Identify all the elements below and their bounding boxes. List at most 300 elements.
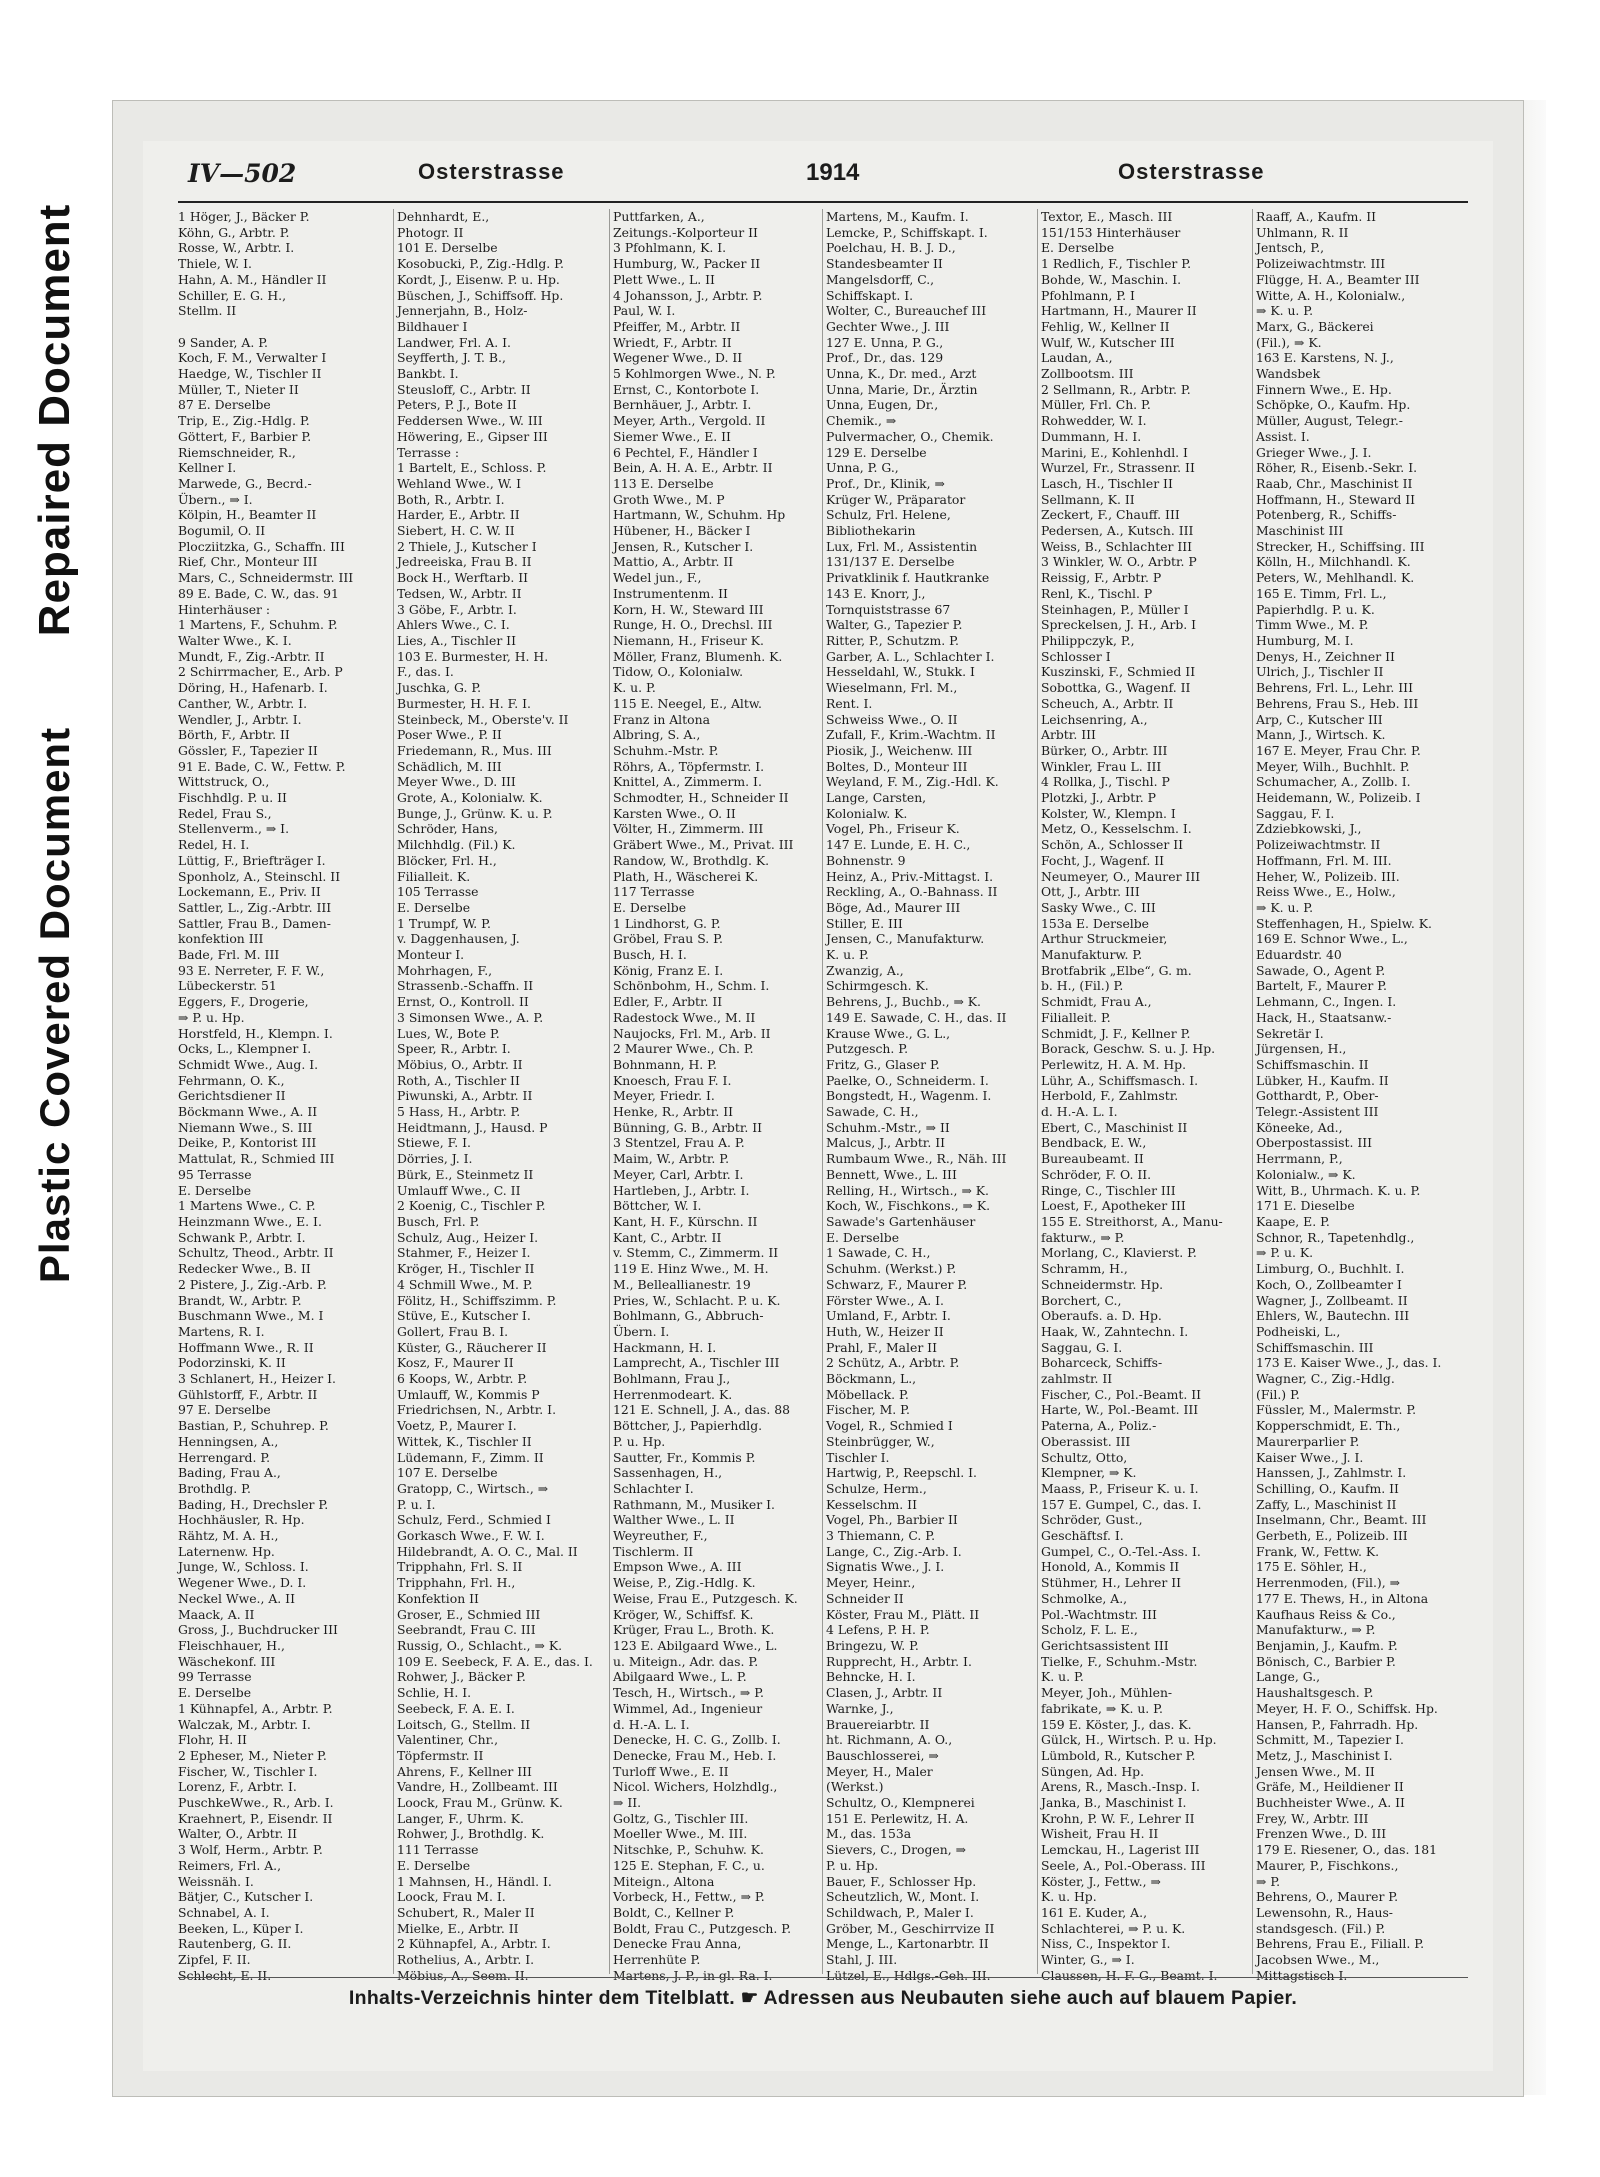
- directory-entry: Steinbeck, M., Oberste'v. II: [397, 711, 569, 727]
- directory-entry: Tesch, H., Wirtsch., ⇒ P.: [613, 1685, 764, 1701]
- directory-entry: zahlmstr. II: [1041, 1371, 1113, 1387]
- directory-entry: Denys, H., Zeichner II: [1256, 648, 1395, 664]
- directory-entry: Schmolke, A.,: [1041, 1590, 1128, 1606]
- directory-entry: Köhn, G., Arbtr. P.: [178, 224, 290, 240]
- directory-entry: Wehland Wwe., W. I: [397, 475, 522, 491]
- directory-entry: Reissig, F., Arbtr. P: [1041, 570, 1162, 586]
- directory-entry: Maurer, P., Fischkons.,: [1256, 1857, 1399, 1873]
- directory-entry: Umland, F., Arbtr. I.: [826, 1308, 951, 1324]
- directory-entry: Oberassist. III: [1041, 1433, 1131, 1449]
- directory-entry: 109 E. Seebeck, F. A. E., das. I.: [397, 1653, 593, 1669]
- directory-entry: ⇒ II.: [613, 1795, 642, 1811]
- directory-entry: Sekretär I.: [1256, 1025, 1324, 1041]
- directory-entry: Bading, Frau A.,: [178, 1465, 281, 1481]
- directory-entry: Scheuch, A., Arbtr. II: [1041, 695, 1174, 711]
- directory-entry: 167 E. Meyer, Frau Chr. P.: [1256, 742, 1421, 758]
- directory-entry: Oberpostassist. III: [1256, 1135, 1373, 1151]
- directory-entry: Herrenmodeart. K.: [613, 1386, 733, 1402]
- directory-entry: Gülck, H., Wirtsch. P. u. Hp.: [1041, 1732, 1217, 1748]
- directory-entry: Gräfe, M., Heildiener II: [1256, 1779, 1404, 1795]
- directory-entry: Arbtr. III: [1041, 727, 1096, 743]
- directory-entry: Dörries, J. I.: [397, 1151, 473, 1167]
- directory-entry: Dummann, H. I.: [1041, 428, 1142, 444]
- directory-entry: Heidtmann, J., Hausd. P: [397, 1119, 548, 1135]
- directory-entry: Denecke, H. C. G., Zollb. I.: [613, 1732, 781, 1748]
- directory-entry: Gühlstorff, F., Arbtr. II: [178, 1386, 318, 1402]
- directory-entry: 6 Pechtel, F., Händler I: [613, 444, 758, 460]
- directory-entry: Marx, G., Bäckerei: [1256, 318, 1374, 334]
- directory-entry: Wedel jun., F.,: [613, 570, 702, 586]
- directory-entry: Rief, Chr., Monteur III: [178, 554, 318, 570]
- directory-entry: Böttcher, J., Papierhdlg.: [613, 1418, 763, 1434]
- directory-entry: Herrenhüte P.: [613, 1952, 701, 1968]
- directory-entry: 99 Terrasse: [178, 1669, 252, 1685]
- directory-entry: Seebrandt, Frau C. III: [397, 1622, 536, 1638]
- directory-entry: Schöpke, O., Kaufm. Hp.: [1256, 397, 1411, 413]
- directory-entry: Schulz, Frl. Helene,: [826, 507, 951, 523]
- directory-entry: Schulz, Ferd., Schmied I: [397, 1512, 551, 1528]
- directory-entry: Schön, A., Schlosser II: [1041, 837, 1184, 853]
- directory-entry: 147 E. Lunde, E. H. C.,: [826, 837, 971, 853]
- directory-entry: Loitsch, G., Stellm. II: [397, 1716, 531, 1732]
- scanned-sheet: [112, 100, 1524, 2097]
- directory-entry: P. u. I.: [397, 1496, 436, 1512]
- directory-entry: Raab, Chr., Maschinist II: [1256, 475, 1413, 491]
- directory-entry: Flohr, H. II: [178, 1732, 247, 1748]
- directory-entry: Lues, W., Bote P.: [397, 1025, 500, 1041]
- directory-entry: Wolter, C., Bureauchef III: [826, 303, 987, 319]
- directory-entry: Knoesch, Frau F. I.: [613, 1072, 732, 1088]
- directory-entry: Kordt, J., Eisenw. P. u. Hp.: [397, 271, 560, 287]
- directory-entry: Reckling, A., O.-Bahnass. II: [826, 884, 998, 900]
- directory-entry: 173 E. Kaiser Wwe., J., das. I.: [1256, 1355, 1442, 1371]
- directory-entry: Bohlmann, G., Abbruch-: [613, 1308, 764, 1324]
- directory-entry: Niemann, H., Friseur K.: [613, 632, 764, 648]
- directory-entry: Karsten Wwe., O. II: [613, 805, 736, 821]
- directory-entry: Gräbert Wwe., M., Privat. III: [613, 837, 794, 853]
- directory-entry: Ahrens, F., Kellner III: [397, 1763, 532, 1779]
- sheet-edge: [1522, 100, 1546, 2095]
- repaired-document-label: Repaired Document: [30, 203, 79, 637]
- directory-entry: Gorkasch Wwe., F. W. I.: [397, 1528, 545, 1544]
- directory-entry: Behrens, O., Maurer P.: [1256, 1889, 1399, 1905]
- directory-entry: Witte, A. H., Kolonialw.,: [1256, 287, 1406, 303]
- directory-entry: Henningsen, A.,: [178, 1433, 279, 1449]
- directory-entry: Frey, W., Arbtr. III: [1256, 1810, 1369, 1826]
- directory-entry: König, Franz E. I.: [613, 962, 724, 978]
- directory-entry: Busch, H. I.: [613, 947, 687, 963]
- directory-entry: Walter Wwe., K. I.: [178, 632, 292, 648]
- directory-entry: Metz, J., Maschinist I.: [1256, 1747, 1393, 1763]
- directory-entry: Warnke, J.,: [826, 1700, 894, 1716]
- directory-entry: 2 Schirrmacher, E., Arb. P: [178, 664, 343, 680]
- directory-entry: Both, R., Arbtr. I.: [397, 491, 505, 507]
- directory-entry: Witt, B., Uhrmach. K. u. P.: [1256, 1182, 1421, 1198]
- directory-entry: Boldt, C., Kellner P.: [613, 1904, 735, 1920]
- directory-entry: Plocziitzka, G., Schaffn. III: [178, 538, 345, 554]
- directory-entry: Rumbaum Wwe., R., Näh. III: [826, 1151, 1007, 1167]
- directory-entry: Mohrhagen, F.,: [397, 962, 493, 978]
- directory-entry: Boldt, Frau C., Putzgesch. P.: [613, 1920, 792, 1936]
- directory-entry: Loock, Frau M., Grünw. K.: [397, 1795, 563, 1811]
- directory-entry: Pfeiffer, M., Arbtr. II: [613, 318, 741, 334]
- directory-entry: Bankbt. I.: [397, 366, 459, 382]
- directory-entry: Meyer, Carl, Arbtr. I.: [613, 1166, 744, 1182]
- directory-entry: 3 Pfohlmann, K. I.: [613, 240, 727, 256]
- directory-entry: Unna, P. G.,: [826, 460, 899, 476]
- directory-entry: Bennett, Wwe., L. III: [826, 1166, 957, 1182]
- directory-entry: Albring, S. A.,: [613, 727, 701, 743]
- directory-entry: Abilgaard Wwe., L. P.: [613, 1669, 747, 1685]
- directory-entry: Sasky Wwe., C. III: [1041, 899, 1156, 915]
- directory-entry: Wieselmann, Frl. M.,: [826, 680, 958, 696]
- directory-entry: Ernst, O., Kontroll. II: [397, 994, 529, 1010]
- directory-entry: 125 E. Stephan, F. C., u.: [613, 1857, 765, 1873]
- directory-entry: Martens, R. I.: [178, 1323, 265, 1339]
- directory-entry: Martens, M., Kaufm. I.: [826, 209, 969, 224]
- directory-entry: Weissnäh. I.: [178, 1873, 254, 1889]
- directory-entry: Lasch, H., Tischler II: [1041, 475, 1173, 491]
- directory-entry: Zufall, F., Krim.-Wachtm. II: [826, 727, 996, 743]
- directory-entry: Redel, H. I.: [178, 837, 250, 853]
- directory-entry: Schmidt, Frau A.,: [1041, 994, 1152, 1010]
- directory-entry: Pries, W., Schlacht. P. u. K.: [613, 1292, 781, 1308]
- directory-entry: Haak, W., Zahntechn. I.: [1041, 1323, 1189, 1339]
- directory-entry: Hackmann, H. I.: [613, 1339, 717, 1355]
- directory-entry: Behncke, H. I.: [826, 1669, 916, 1685]
- directory-entry: Monteur I.: [397, 947, 465, 963]
- directory-entry: Schultz, O., Klempnerei: [826, 1795, 975, 1811]
- directory-entry: 9 Sander, A. P.: [178, 334, 268, 350]
- directory-entry: Honold, A., Kommis II: [1041, 1559, 1180, 1575]
- directory-entry: Meyer, H. F. O., Schiffsk. Hp.: [1256, 1700, 1438, 1716]
- directory-entry: Müller, August, Telegr.-: [1256, 413, 1403, 429]
- directory-entry: 5 Kohlmorgen Wwe., N. P.: [613, 366, 776, 382]
- directory-entry: Photogr. II: [397, 224, 464, 240]
- directory-entry: 115 E. Neegel, E., Altw.: [613, 695, 762, 711]
- directory-entry: 121 E. Schnell, J. A., das. 88: [613, 1402, 791, 1418]
- directory-entry: K. u. P.: [826, 947, 869, 963]
- directory-entry: Wittstruck, O.,: [178, 774, 270, 790]
- directory-entry: Tripphahn, Frl. H.,: [397, 1575, 516, 1591]
- directory-entry: Stiller, E. III: [826, 915, 903, 931]
- directory-entry: Müller, T., Nieter II: [178, 381, 299, 397]
- directory-entry: Tischler I.: [826, 1449, 890, 1465]
- directory-entry: Voetz, P., Maurer I.: [397, 1418, 517, 1434]
- directory-entry: Friedrichsen, N., Arbtr. I.: [397, 1402, 557, 1418]
- directory-entry: Arens, R., Masch.-Insp. I.: [1041, 1779, 1200, 1795]
- directory-entry: Jensen, C., Manufakturw.: [826, 931, 985, 947]
- directory-entry: Putzgesch. P.: [826, 1041, 909, 1057]
- year: 1914: [806, 159, 860, 186]
- directory-entry: Peters, W., Mehlhandl. K.: [1256, 570, 1415, 586]
- directory-entry: Förster Wwe., A. I.: [826, 1292, 944, 1308]
- directory-column-1: [178, 209, 388, 1983]
- directory-entry: Kosz, F., Maurer II: [397, 1355, 514, 1371]
- directory-entry: Hartmann, H., Maurer II: [1041, 303, 1197, 319]
- directory-entry: 2 Thiele, J., Kutscher I: [397, 538, 537, 554]
- directory-entry: Groth Wwe., M. P: [613, 491, 725, 507]
- directory-entry: Kant, C., Arbtr. II: [613, 1229, 722, 1245]
- directory-entry: [178, 319, 388, 335]
- directory-entry: Loock, Frau M. I.: [397, 1889, 506, 1905]
- directory-entry: Rathmann, M., Musiker I.: [613, 1496, 775, 1512]
- directory-entry: Weise, Frau E., Putzgesch. K.: [613, 1590, 798, 1606]
- directory-entry: E. Derselbe: [178, 1685, 252, 1701]
- directory-entry: Sawade, C. H.,: [826, 1104, 919, 1120]
- directory-entry: Korn, H. W., Steward III: [613, 601, 764, 617]
- directory-entry: Umlauff Wwe., C. II: [397, 1182, 521, 1198]
- directory-entry: Frenzen Wwe., D. III: [1256, 1826, 1387, 1842]
- directory-entry: Finnern Wwe., E. Hp.: [1256, 381, 1392, 397]
- directory-entry: Zaffy, L., Maschinist II: [1256, 1496, 1397, 1512]
- directory-entry: Morlang, C., Klavierst. P.: [1041, 1245, 1197, 1261]
- directory-entry: 1 Redlich, F., Tischler P.: [1041, 256, 1192, 272]
- directory-entry: 4 Rollka, J., Tischl. P: [1041, 774, 1170, 790]
- directory-entry: Jentsch, P.,: [1256, 240, 1325, 256]
- directory-entry: Flügge, H. A., Beamter III: [1256, 271, 1420, 287]
- directory-entry: K. u. P.: [613, 680, 656, 696]
- directory-entry: Humburg, W., Packer II: [613, 256, 761, 272]
- directory-entry: Strecker, H., Schiffsing. III: [1256, 538, 1425, 554]
- directory-entry: Zdziebkowski, J.,: [1256, 821, 1362, 837]
- directory-entry: Möller, Franz, Blumenh. K.: [613, 648, 783, 664]
- directory-entry: 3 Winkler, W. O., Arbtr. P: [1041, 554, 1197, 570]
- directory-entry: M., Belleallianestr. 19: [613, 1276, 751, 1292]
- directory-entry: 177 E. Thews, H., in Altona: [1256, 1590, 1429, 1606]
- directory-entry: Telegr.-Assistent III: [1256, 1104, 1379, 1120]
- directory-entry: Steffenhagen, H., Spielw. K.: [1256, 915, 1432, 931]
- directory-entry: 1 Bartelt, E., Schloss. P.: [397, 460, 547, 476]
- directory-entry: Böttcher, W. I.: [613, 1198, 702, 1214]
- directory-entry: Krohn, P. W. F., Lehrer II: [1041, 1810, 1195, 1826]
- directory-entry: Wagner, J., Zollbeamt. II: [1256, 1292, 1408, 1308]
- directory-entry: Langer, F., Uhrm. K.: [397, 1810, 524, 1826]
- directory-entry: Tripphahn, Frl. S. II: [397, 1559, 523, 1575]
- directory-entry: Weise, P., Zig.-Hdlg. K.: [613, 1575, 756, 1591]
- directory-entry: ⇒ K. u. P.: [1256, 899, 1314, 915]
- directory-entry: Franz in Altona: [613, 711, 710, 727]
- directory-entry: Vogel, Ph., Friseur K.: [826, 821, 960, 837]
- directory-entry: Piwunski, A., Arbtr. II: [397, 1088, 533, 1104]
- footer-divider: [178, 1977, 1468, 1978]
- directory-entry: 157 E. Gumpel, C., das. I.: [1041, 1496, 1202, 1512]
- directory-entry: Prahl, F., Maler II: [826, 1339, 937, 1355]
- directory-entry: Stiewe, F. I.: [397, 1135, 471, 1151]
- directory-entry: Reiss Wwe., E., Holw.,: [1256, 884, 1396, 900]
- directory-entry: Herrmann, P.,: [1256, 1151, 1343, 1167]
- directory-entry: Schnor, R., Tapetenhdlg.,: [1256, 1229, 1415, 1245]
- directory-entry: standsgesch. (Fil.) P.: [1256, 1920, 1386, 1936]
- directory-entry: Loest, F., Apotheker III: [1041, 1198, 1186, 1214]
- directory-entry: 6 Koops, W., Arbtr. P.: [397, 1371, 528, 1387]
- directory-entry: Moeller Wwe., M. III.: [613, 1826, 748, 1842]
- directory-entry: Möbius, A., Seem. II.: [397, 1967, 529, 1983]
- directory-entry: Schröder, F. O. II.: [1041, 1166, 1152, 1182]
- directory-entry: Heinz, A., Priv.-Mittagst. I.: [826, 868, 994, 884]
- directory-entry: Radestock Wwe., M. II: [613, 1009, 756, 1025]
- directory-entry: Möbellack. P.: [826, 1386, 909, 1402]
- directory-entry: Gumpel, C., O.-Tel.-Ass. I.: [1041, 1543, 1201, 1559]
- directory-entry: Schnabel, A. I.: [178, 1904, 270, 1920]
- directory-entry: Bohnmann, H. P.: [613, 1056, 717, 1072]
- directory-entry: Denecke Frau Anna,: [613, 1936, 742, 1952]
- directory-entry: Lühr, A., Schiffsmasch. I.: [1041, 1072, 1199, 1088]
- directory-entry: Weyreuther, F.,: [613, 1528, 708, 1544]
- directory-entry: Groser, E., Schmied III: [397, 1606, 541, 1622]
- directory-entry: E. Derselbe: [1041, 240, 1115, 256]
- directory-entry: Gratopp, C., Wirtsch., ⇒: [397, 1480, 549, 1496]
- directory-entry: Kant, H. F., Kürschn. II: [613, 1214, 758, 1229]
- directory-entry: Randow, W., Brothdlg. K.: [613, 852, 770, 868]
- directory-entry: Laudan, A.,: [1041, 350, 1113, 366]
- directory-entry: Plath, H., Wäscherei K.: [613, 868, 759, 884]
- directory-entry: Neumeyer, O., Maurer III: [1041, 868, 1201, 884]
- directory-entry: Geschäftsf. I.: [1041, 1528, 1124, 1544]
- directory-entry: 2 Koenig, C., Tischler P.: [397, 1198, 546, 1214]
- directory-column-5: [1037, 209, 1253, 1983]
- directory-entry: PuschkeWwe., R., Arb. I.: [178, 1795, 334, 1811]
- directory-entry: M., das. 153a: [826, 1826, 912, 1842]
- directory-entry: Privatklinik f. Hautkranke: [826, 570, 990, 586]
- directory-entry: Gössler, F., Tapezier II: [178, 742, 318, 758]
- directory-entry: Konfektion II: [397, 1590, 479, 1606]
- directory-entry: Wagner, C., Zig.-Hdlg.: [1256, 1371, 1395, 1387]
- directory-entry: Schiffsmaschin. II: [1256, 1056, 1369, 1072]
- directory-entry: Eggers, F., Drogerie,: [178, 994, 309, 1010]
- directory-entry: Ulrich, J., Tischler II: [1256, 664, 1384, 680]
- directory-entry: Übern., ⇒ I.: [178, 491, 253, 507]
- directory-entry: Lümbold, R., Kutscher P.: [1041, 1747, 1196, 1763]
- directory-entry: Boltes, D., Monteur III: [826, 758, 968, 774]
- directory-entry: Nicol. Wichers, Holzhdlg.,: [613, 1779, 778, 1795]
- directory-entry: Fritz, G., Glaser P.: [826, 1056, 940, 1072]
- directory-entry: Steinhagen, P., Müller I: [1041, 601, 1189, 617]
- directory-entry: Ernst, C., Kontorbote I.: [613, 381, 760, 397]
- directory-entry: Kaape, E. P.: [1256, 1214, 1330, 1229]
- directory-entry: Möbius, O., Arbtr. II: [397, 1056, 523, 1072]
- directory-entry: Gerichtsdiener II: [178, 1088, 286, 1104]
- directory-entry: 5 Hass, H., Arbtr. P.: [397, 1104, 521, 1120]
- directory-entry: Horstfeld, H., Klempn. I.: [178, 1025, 333, 1041]
- directory-entry: 2 Pistere, J., Zig.-Arb. P.: [178, 1276, 327, 1292]
- directory-entry: Fölitz, H., Schiffszimm. P.: [397, 1292, 557, 1308]
- directory-entry: Schildwach, P., Maler I.: [826, 1904, 974, 1920]
- directory-entry: 127 E. Unna, P. G.,: [826, 334, 944, 350]
- directory-entry: 161 E. Kuder, A.,: [1041, 1904, 1148, 1920]
- directory-entry: Harte, W., Pol.-Beamt. III: [1041, 1402, 1199, 1418]
- directory-entry: Wendler, J., Arbtr. I.: [178, 711, 302, 727]
- directory-entry: Bürk, E., Steinmetz II: [397, 1166, 534, 1182]
- directory-entry: Gröber, M., Geschirrvize II: [826, 1920, 995, 1936]
- directory-entry: Borchert, C.,: [1041, 1292, 1122, 1308]
- directory-entry: Podorzinski, K. II: [178, 1355, 286, 1371]
- directory-entry: Gechter Wwe., J. III: [826, 318, 950, 334]
- directory-entry: 2 Epheser, M., Nieter P.: [178, 1747, 327, 1763]
- directory-entry: Redecker Wwe., B. II: [178, 1261, 311, 1277]
- directory-entry: Tischlerm. II: [613, 1543, 694, 1559]
- directory-entry: Meyer, Joh., Mühlen-: [1041, 1685, 1173, 1701]
- directory-entry: Lehmann, C., Ingen. I.: [1256, 994, 1397, 1010]
- directory-entry: Unna, Marie, Dr., Ärztin: [826, 381, 978, 397]
- directory-column-4: [822, 209, 1038, 1983]
- directory-entry: Nitschke, P., Schuhw. K.: [613, 1842, 764, 1858]
- directory-entry: 1 Martens Wwe., C. P.: [178, 1198, 316, 1214]
- directory-entry: Gröbel, Frau S. P.: [613, 931, 723, 947]
- directory-entry: Kraehnert, P., Eisendr. II: [178, 1810, 333, 1826]
- directory-entry: Runge, H. O., Drechsl. III: [613, 617, 773, 633]
- directory-entry: Schlachter I.: [613, 1480, 694, 1496]
- directory-entry: Wegener Wwe., D. II: [613, 350, 743, 366]
- directory-entry: ⇒ P. u. K.: [1256, 1245, 1314, 1261]
- directory-entry: Umlauff, W., Kommis P: [397, 1386, 540, 1402]
- directory-entry: Hübener, H., Bäcker I: [613, 523, 751, 539]
- directory-entry: 159 E. Köster, J., das. K.: [1041, 1716, 1192, 1732]
- directory-entry: Ocks, L., Klempner I.: [178, 1041, 312, 1057]
- directory-entry: Kopperschmidt, E. Th.,: [1256, 1418, 1401, 1434]
- directory-entry: Tornquiststrasse 67: [826, 601, 951, 617]
- directory-entry: Sautter, Fr., Kommis P.: [613, 1449, 756, 1465]
- directory-entry: 3 Göbe, F., Arbtr. I.: [397, 601, 517, 617]
- directory-entry: Mielke, E., Arbtr. II: [397, 1920, 519, 1936]
- directory-entry: Busch, Frl. P.: [397, 1214, 480, 1229]
- directory-entry: Podheiski, L.,: [1256, 1323, 1341, 1339]
- directory-entry: Meyer, Heinr.,: [826, 1575, 916, 1591]
- directory-entry: 101 E. Derselbe: [397, 240, 498, 256]
- directory-entry: Köster, J., Fettw., ⇒: [1041, 1873, 1161, 1889]
- directory-entry: Bünning, G. B., Arbtr. II: [613, 1119, 763, 1135]
- directory-entry: Philippczyk, P.,: [1041, 632, 1135, 648]
- directory-entry: Prof., Dr., das. 129: [826, 350, 944, 366]
- directory-entry: Stüve, E., Kutscher I.: [397, 1308, 531, 1324]
- directory-entry: Bildhauer I: [397, 318, 468, 334]
- directory-entry: Rupprecht, H., Arbtr. I.: [826, 1653, 972, 1669]
- directory-entry: Kölpin, H., Beamter II: [178, 507, 317, 523]
- directory-entry: Juschka, G. P.: [397, 680, 482, 696]
- directory-entry: 165 E. Timm, Frl. L.,: [1256, 585, 1387, 601]
- directory-entry: Stühmer, H., Lehrer II: [1041, 1575, 1182, 1591]
- directory-entry: E. Derselbe: [613, 899, 687, 915]
- side-labels: [0, 0, 110, 2177]
- directory-entry: konfektion III: [178, 931, 264, 947]
- directory-entry: Peters, P. J., Bote II: [397, 397, 517, 413]
- directory-entry: Sievers, C., Drogen, ⇒: [826, 1842, 966, 1858]
- directory-entry: Bock H., Werftarb. II: [397, 570, 529, 586]
- directory-entry: 149 E. Sawade, C. H., das. II: [826, 1009, 1007, 1025]
- directory-entry: Empson Wwe., A. III: [613, 1559, 742, 1575]
- directory-entry: Chemik., ⇒: [826, 413, 897, 429]
- directory-entry: Brotfabrik „Elbe“, G. m.: [1041, 962, 1192, 978]
- directory-entry: Rent. I.: [826, 695, 873, 711]
- directory-entry: Jensen Wwe., M. II: [1256, 1763, 1375, 1779]
- directory-entry: 1 Mahnsen, H., Händl. I.: [397, 1873, 552, 1889]
- directory-entry: Böckmann Wwe., A. II: [178, 1104, 318, 1120]
- directory-entry: Walter, O., Arbtr. II: [178, 1826, 298, 1842]
- directory-entry: Fischer, W., Tischler I.: [178, 1763, 318, 1779]
- directory-entry: Übern. I.: [613, 1323, 670, 1339]
- directory-entry: Rohwer, J., Brothdlg. K.: [397, 1826, 545, 1842]
- directory-entry: Töpfermstr. II: [397, 1747, 484, 1763]
- directory-entry: Meyer, Wilh., Buchhlt. P.: [1256, 758, 1410, 774]
- directory-entry: Heinzmann Wwe., E. I.: [178, 1214, 322, 1229]
- directory-entry: Behrens, Frau S., Heb. III: [1256, 695, 1419, 711]
- directory-entry: Garber, A. L., Schlachter I.: [826, 648, 995, 664]
- directory-entry: 89 E. Bade, C. W., das. 91: [178, 585, 339, 601]
- directory-entry: Sellmann, K. II: [1041, 491, 1135, 507]
- directory-entry: Deike, P., Kontorist III: [178, 1135, 317, 1151]
- directory-entry: Bendback, E. W.,: [1041, 1135, 1147, 1151]
- directory-entry: Bade, Frl. M. III: [178, 947, 280, 963]
